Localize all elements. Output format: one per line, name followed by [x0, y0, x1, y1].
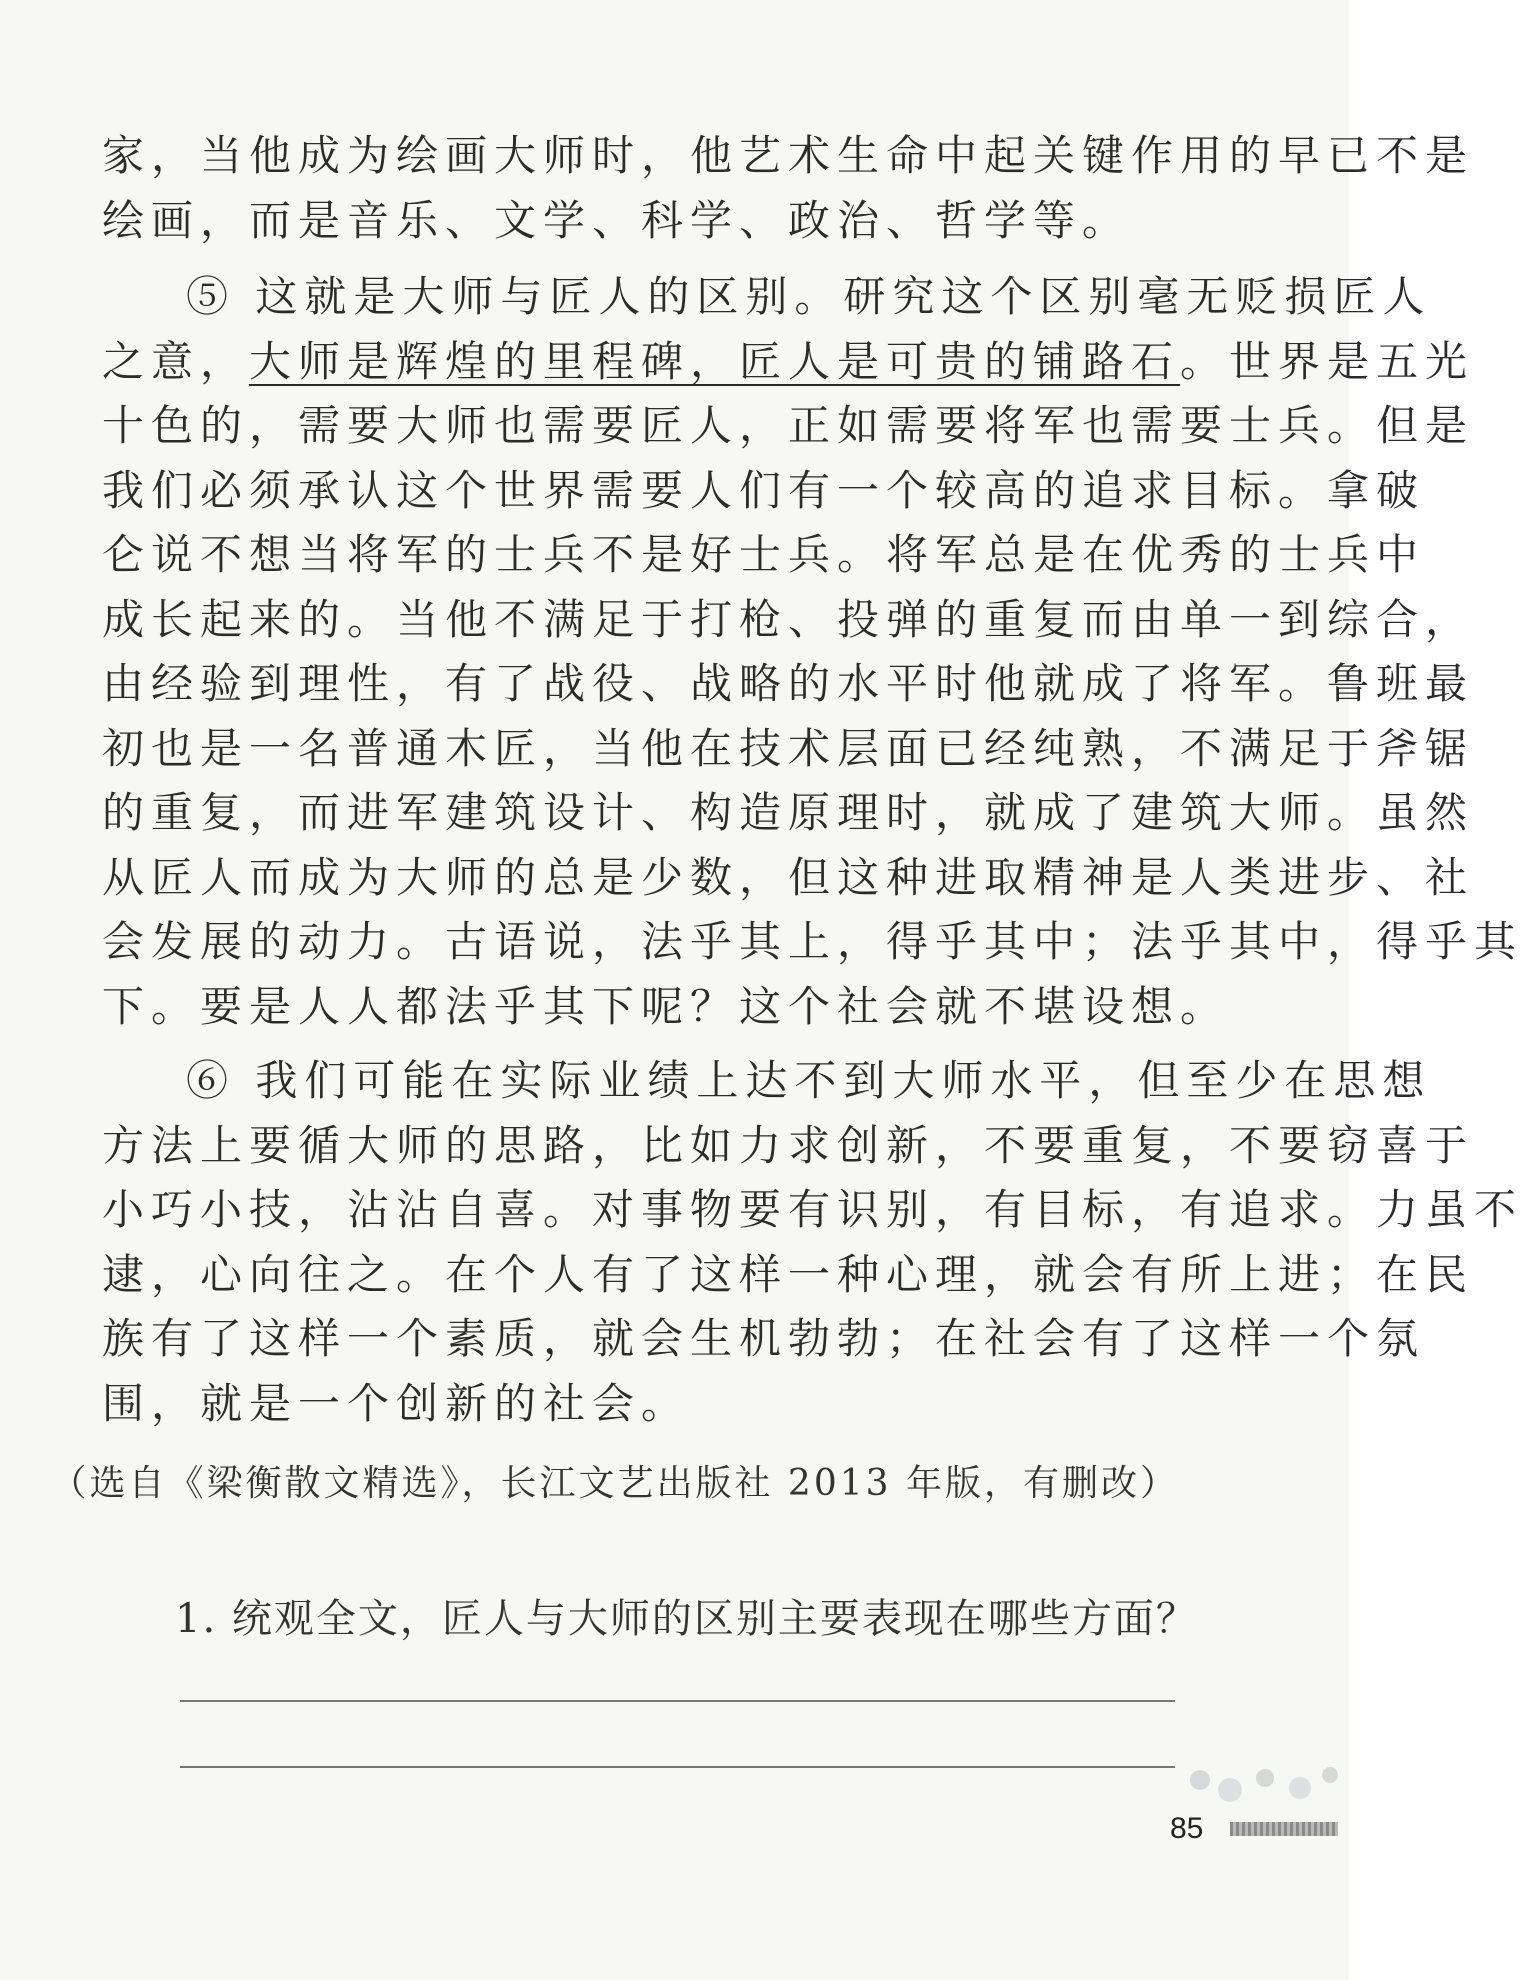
text-segment: 。世界是五光: [1180, 336, 1475, 386]
text-line: 绘画，而是音乐、文学、科学、政治、哲学等。: [102, 195, 1132, 245]
text-line: 方法上要循大师的思路，比如力求创新，不要重复，不要窃喜于: [102, 1120, 1475, 1170]
text-line: 下。要是人人都法乎其下呢？这个社会就不堪设想。: [102, 981, 1230, 1031]
text-line: ⑥ 我们可能在实际业绩上达不到大师水平，但至少在思想: [186, 1056, 1432, 1105]
text-line: 十色的，需要大师也需要匠人，正如需要将军也需要士兵。但是: [102, 401, 1475, 450]
text-line: [102, 330, 1475, 395]
text-segment: 之意，: [102, 336, 250, 386]
text-line: 仑说不想当将军的士兵不是好士兵。将军总是在优秀的士兵中: [102, 530, 1426, 579]
source-citation: （选自《梁衡散文精选》，长江文艺出版社 2013 年版，有删改）: [50, 1463, 1179, 1504]
answer-line[interactable]: [180, 1766, 1175, 1768]
page-number-tab: [1230, 1822, 1338, 1836]
text-line: 从匠人而成为大师的总是少数，但这种进取精神是人类进步、社: [102, 852, 1475, 902]
text-line: 的重复，而进军建筑设计、构造原理时，就成了建筑大师。虽然: [102, 788, 1475, 837]
text-line: 小巧小技，沾沾自喜。对事物要有识别，有目标，有追求。力虽不: [102, 1185, 1523, 1234]
text-line: 围，就是一个创新的社会。: [102, 1378, 691, 1428]
text-line: 逮，心向往之。在个人有了这样一种心理，就会有所上进；在民: [102, 1249, 1475, 1299]
question-1: 1. 统观全文，匠人与大师的区别主要表现在哪些方面？: [175, 1596, 1198, 1642]
floral-decoration: [1170, 1760, 1345, 1810]
underlined-sentence: 大师是辉煌的里程碑，匠人是可贵的铺路石: [249, 336, 1181, 386]
text-line: 成长起来的。当他不满足于打枪、投弹的重复而由单一到综合，: [102, 594, 1475, 644]
text-line: 由经验到理性，有了战役、战略的水平时他就成了将军。鲁班最: [102, 659, 1475, 708]
text-line: ⑤ 这就是大师与匠人的区别。研究这个区别毫无贬损匠人: [186, 272, 1432, 321]
text-line: 族有了这样一个素质，就会生机勃勃；在社会有了这样一个氛: [102, 1314, 1426, 1363]
answer-line[interactable]: [180, 1700, 1175, 1702]
text-line: 我们必须承认这个世界需要人们有一个较高的追求目标。拿破: [102, 465, 1426, 515]
text-line: 初也是一名普通木匠，当他在技术层面已经纯熟，不满足于斧锯: [102, 723, 1475, 773]
paragraph-5: [102, 265, 1523, 1039]
paragraph-6: [102, 1049, 1523, 1436]
text-line: 家，当他成为绘画大师时，他艺术生命中起关键作用的早已不是: [102, 131, 1475, 180]
page-number: 85: [1170, 1812, 1204, 1845]
text-line: 会发展的动力。古语说，法乎其上，得乎其中；法乎其中，得乎其: [102, 917, 1523, 966]
continued-paragraph: [102, 124, 1475, 253]
